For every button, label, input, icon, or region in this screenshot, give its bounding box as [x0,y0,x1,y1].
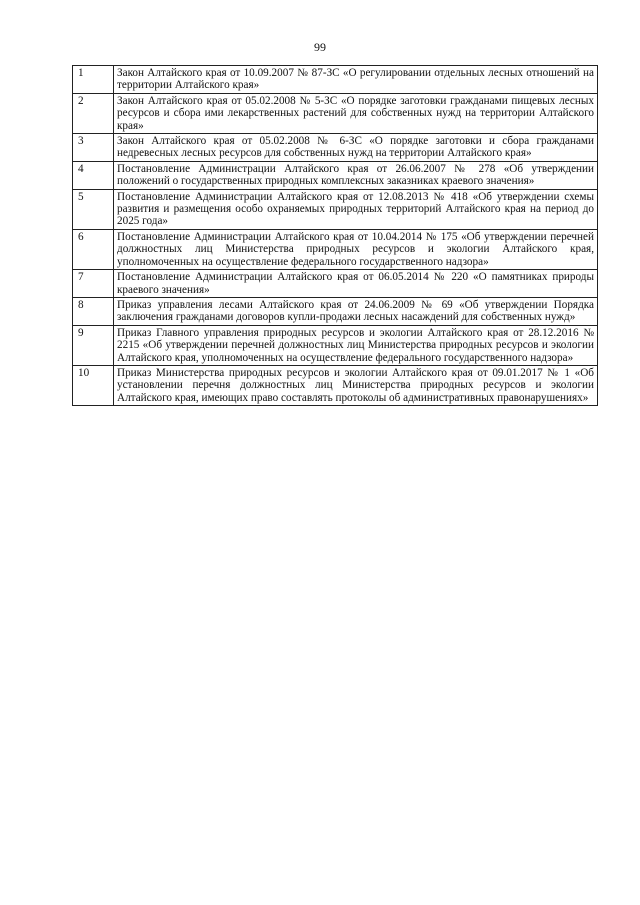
table-row [73,229,598,269]
row-text: Приказ Министерства природных ресурсов и экологии Алтайского края от 09.01.2017 № 1 «Об установлении перечня должностных лиц Министерства природных ресурсов и экологии Алтайского края, имеющих право составлять протоколы об административных правонарушениях» [114,365,598,405]
row-number: 1 [73,66,114,94]
row-text: Приказ управления лесами Алтайского края от 24.06.2009 № 69 «Об утверждении Порядка заключения гражданами договоров купли-продажи лесных насаждений для собственных нужд» [114,297,598,325]
row-text: Закон Алтайского края от 05.02.2008 № 5-ЗС «О порядке заготовки гражданами пищевых лесных ресурсов и сбора ими лекарственных растений для собственных нужд на территории Алтайского края» [114,93,598,133]
table-row [73,325,598,365]
table-row [73,161,598,189]
table-row [73,66,598,94]
row-number: 8 [73,297,114,325]
row-number: 5 [73,189,114,229]
row-text: Приказ Главного управления природных ресурсов и экологии Алтайского края от 28.12.2016 № 2215 «Об утверждении перечней должностных лиц Министерства природных ресурсов и экологии Алтайского края, уполномоченных на осуществление федерального государственного надзора» [114,325,598,365]
table-row [73,93,598,133]
legal-acts-table [72,65,598,406]
row-text: Постановление Администрации Алтайского края от 26.06.2007 № 278 «Об утверждении положений о государственных природных комплексных заказниках краевого значения» [114,161,598,189]
row-text: Закон Алтайского края от 10.09.2007 № 87-ЗС «О регулировании отдельных лесных отношений на территории Алтайского края» [114,66,598,94]
row-number: 7 [73,270,114,298]
row-number: 2 [73,93,114,133]
row-number: 10 [73,365,114,405]
table-row [73,297,598,325]
row-number: 4 [73,161,114,189]
row-text: Постановление Администрации Алтайского края от 12.08.2013 № 418 «Об утверждении схемы развития и размещения особо охраняемых природных территорий Алтайского края на период до 2025 года» [114,189,598,229]
row-text: Постановление Администрации Алтайского края от 06.05.2014 № 220 «О памятниках природы краевого значения» [114,270,598,298]
row-number: 3 [73,134,114,162]
table-row [73,270,598,298]
row-number: 9 [73,325,114,365]
table-row [73,134,598,162]
table-row [73,365,598,405]
row-text: Закон Алтайского края от 05.02.2008 № 6-ЗС «О порядке заготовки и сбора гражданами недревесных лесных ресурсов для собственных нужд на территории Алтайского края» [114,134,598,162]
table-row [73,189,598,229]
page-number: 99 [314,40,326,54]
row-number: 6 [73,229,114,269]
row-text: Постановление Администрации Алтайского края от 10.04.2014 № 175 «Об утверждении перечней должностных лиц Министерства природных ресурсов и экологии Алтайского края, уполномоченных на осуществление федерального государственного надзора» [114,229,598,269]
